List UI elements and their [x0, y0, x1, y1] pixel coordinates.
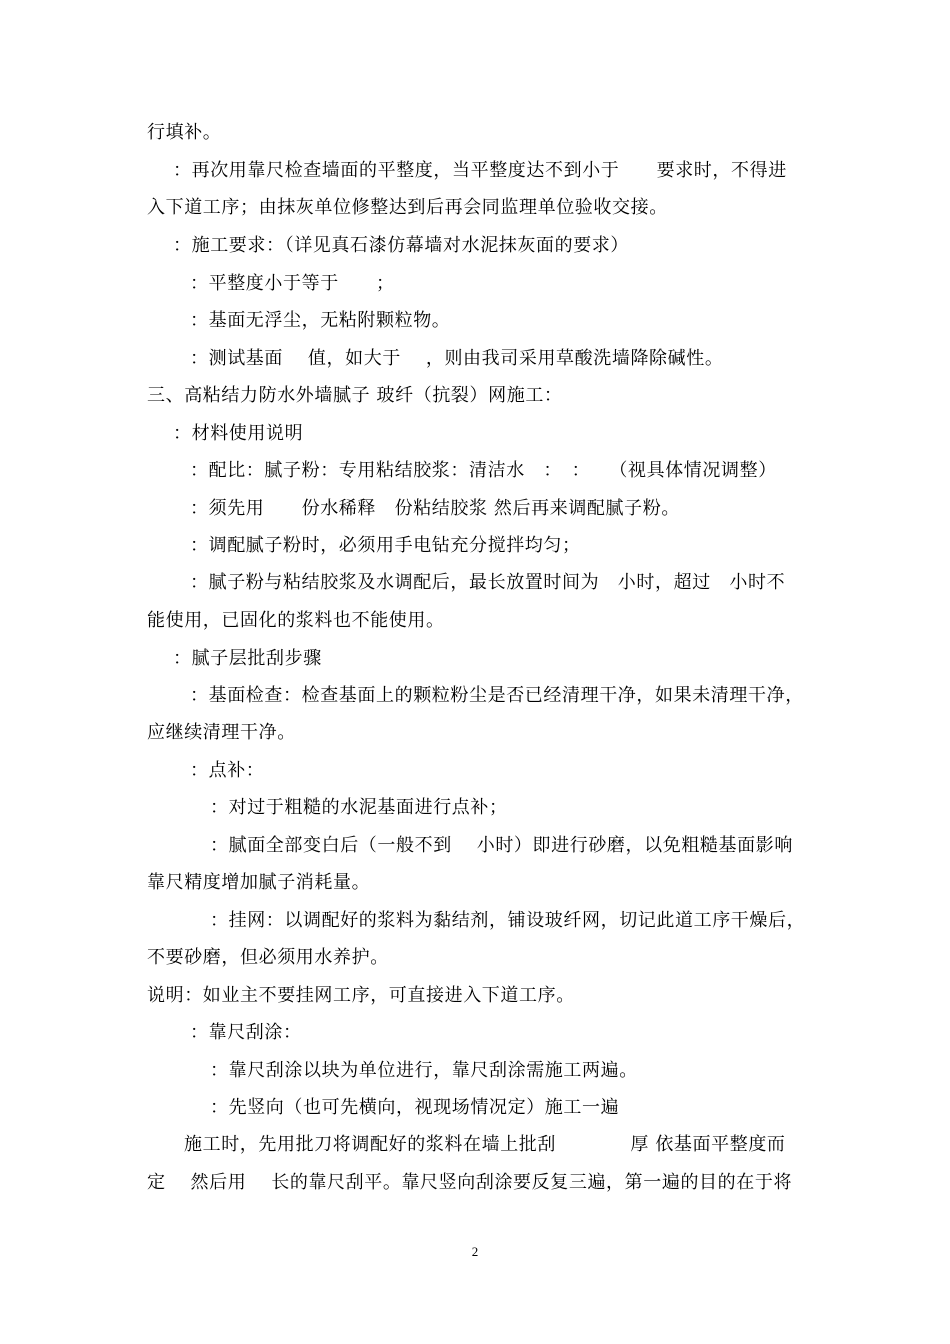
text-line: 定 然后用 长的靠尺刮平。靠尺竖向刮涂要反复三遍，第一遍的目的在于将	[147, 1172, 793, 1193]
text-line: ：平整度小于等于 ；	[190, 273, 395, 294]
page-number: 2	[471, 1244, 479, 1259]
text-line: 行填补。	[147, 122, 222, 143]
text-line: 应继续清理干净。	[147, 722, 296, 743]
text-line: ：再次用靠尺检查墙面的平整度，当平整度达不到小于 要求时，不得进	[173, 160, 787, 181]
text-line: ：点补：	[190, 760, 265, 781]
text-line: ：腻子层批刮步骤	[173, 648, 322, 669]
text-line: 不要砂磨，但必须用水养护。	[147, 947, 389, 968]
text-line: ：腻子粉与粘结胶浆及水调配后，最长放置时间为 小时，超过 小时不	[190, 572, 786, 593]
text-line: 施工时，先用批刀将调配好的浆料在墙上批刮 厚 依基面平整度而	[184, 1134, 786, 1155]
text-line: ：施工要求：（详见真石漆仿幕墙对水泥抹灰面的要求）	[173, 235, 629, 256]
text-line: ：配比：腻子粉：专用粘结胶浆：清洁水 ： ： （视具体情况调整）	[190, 460, 777, 481]
text-line: ：基面检查：检查基面上的颗粒粉尘是否已经清理干净，如果未清理干净，	[190, 685, 804, 706]
text-line: ：腻面全部变白后（一般不到 小时）即进行砂磨，以免粗糙基面影响	[210, 835, 793, 856]
section-heading: 三、高粘结力防水外墙腻子 玻纤（抗裂）网施工：	[147, 385, 563, 406]
text-line: ：靠尺刮涂：	[190, 1022, 302, 1043]
text-line: ：靠尺刮涂以块为单位进行，靠尺刮涂需施工两遍。	[210, 1060, 638, 1081]
text-line: ：基面无浮尘，无粘附颗粒物。	[190, 310, 451, 331]
text-line: ：先竖向（也可先横向，视现场情况定）施工一遍	[210, 1097, 620, 1118]
text-line: ：调配腻子粉时，必须用手电钻充分搅拌均匀；	[190, 535, 581, 556]
text-line: ：须先用 份水稀释 份粘结胶浆 然后再来调配腻子粉。	[190, 498, 680, 519]
text-line: ：对过于粗糙的水泥基面进行点补；	[210, 797, 508, 818]
text-line: ：测试基面 值，如大于 ，则由我司采用草酸洗墙降除碱性。	[190, 348, 724, 369]
text-line: 靠尺精度增加腻子消耗量。	[147, 872, 371, 893]
text-line: ：挂网：以调配好的浆料为黏结剂，铺设玻纤网，切记此道工序干燥后，	[210, 910, 806, 931]
text-line: 入下道工序；由抹灰单位修整达到后再会同监理单位验收交接。	[147, 197, 668, 218]
text-line: ：材料使用说明	[173, 423, 304, 444]
text-line: 能使用，已固化的浆料也不能使用。	[147, 610, 445, 631]
text-line: 说明：如业主不要挂网工序，可直接进入下道工序。	[147, 985, 575, 1006]
